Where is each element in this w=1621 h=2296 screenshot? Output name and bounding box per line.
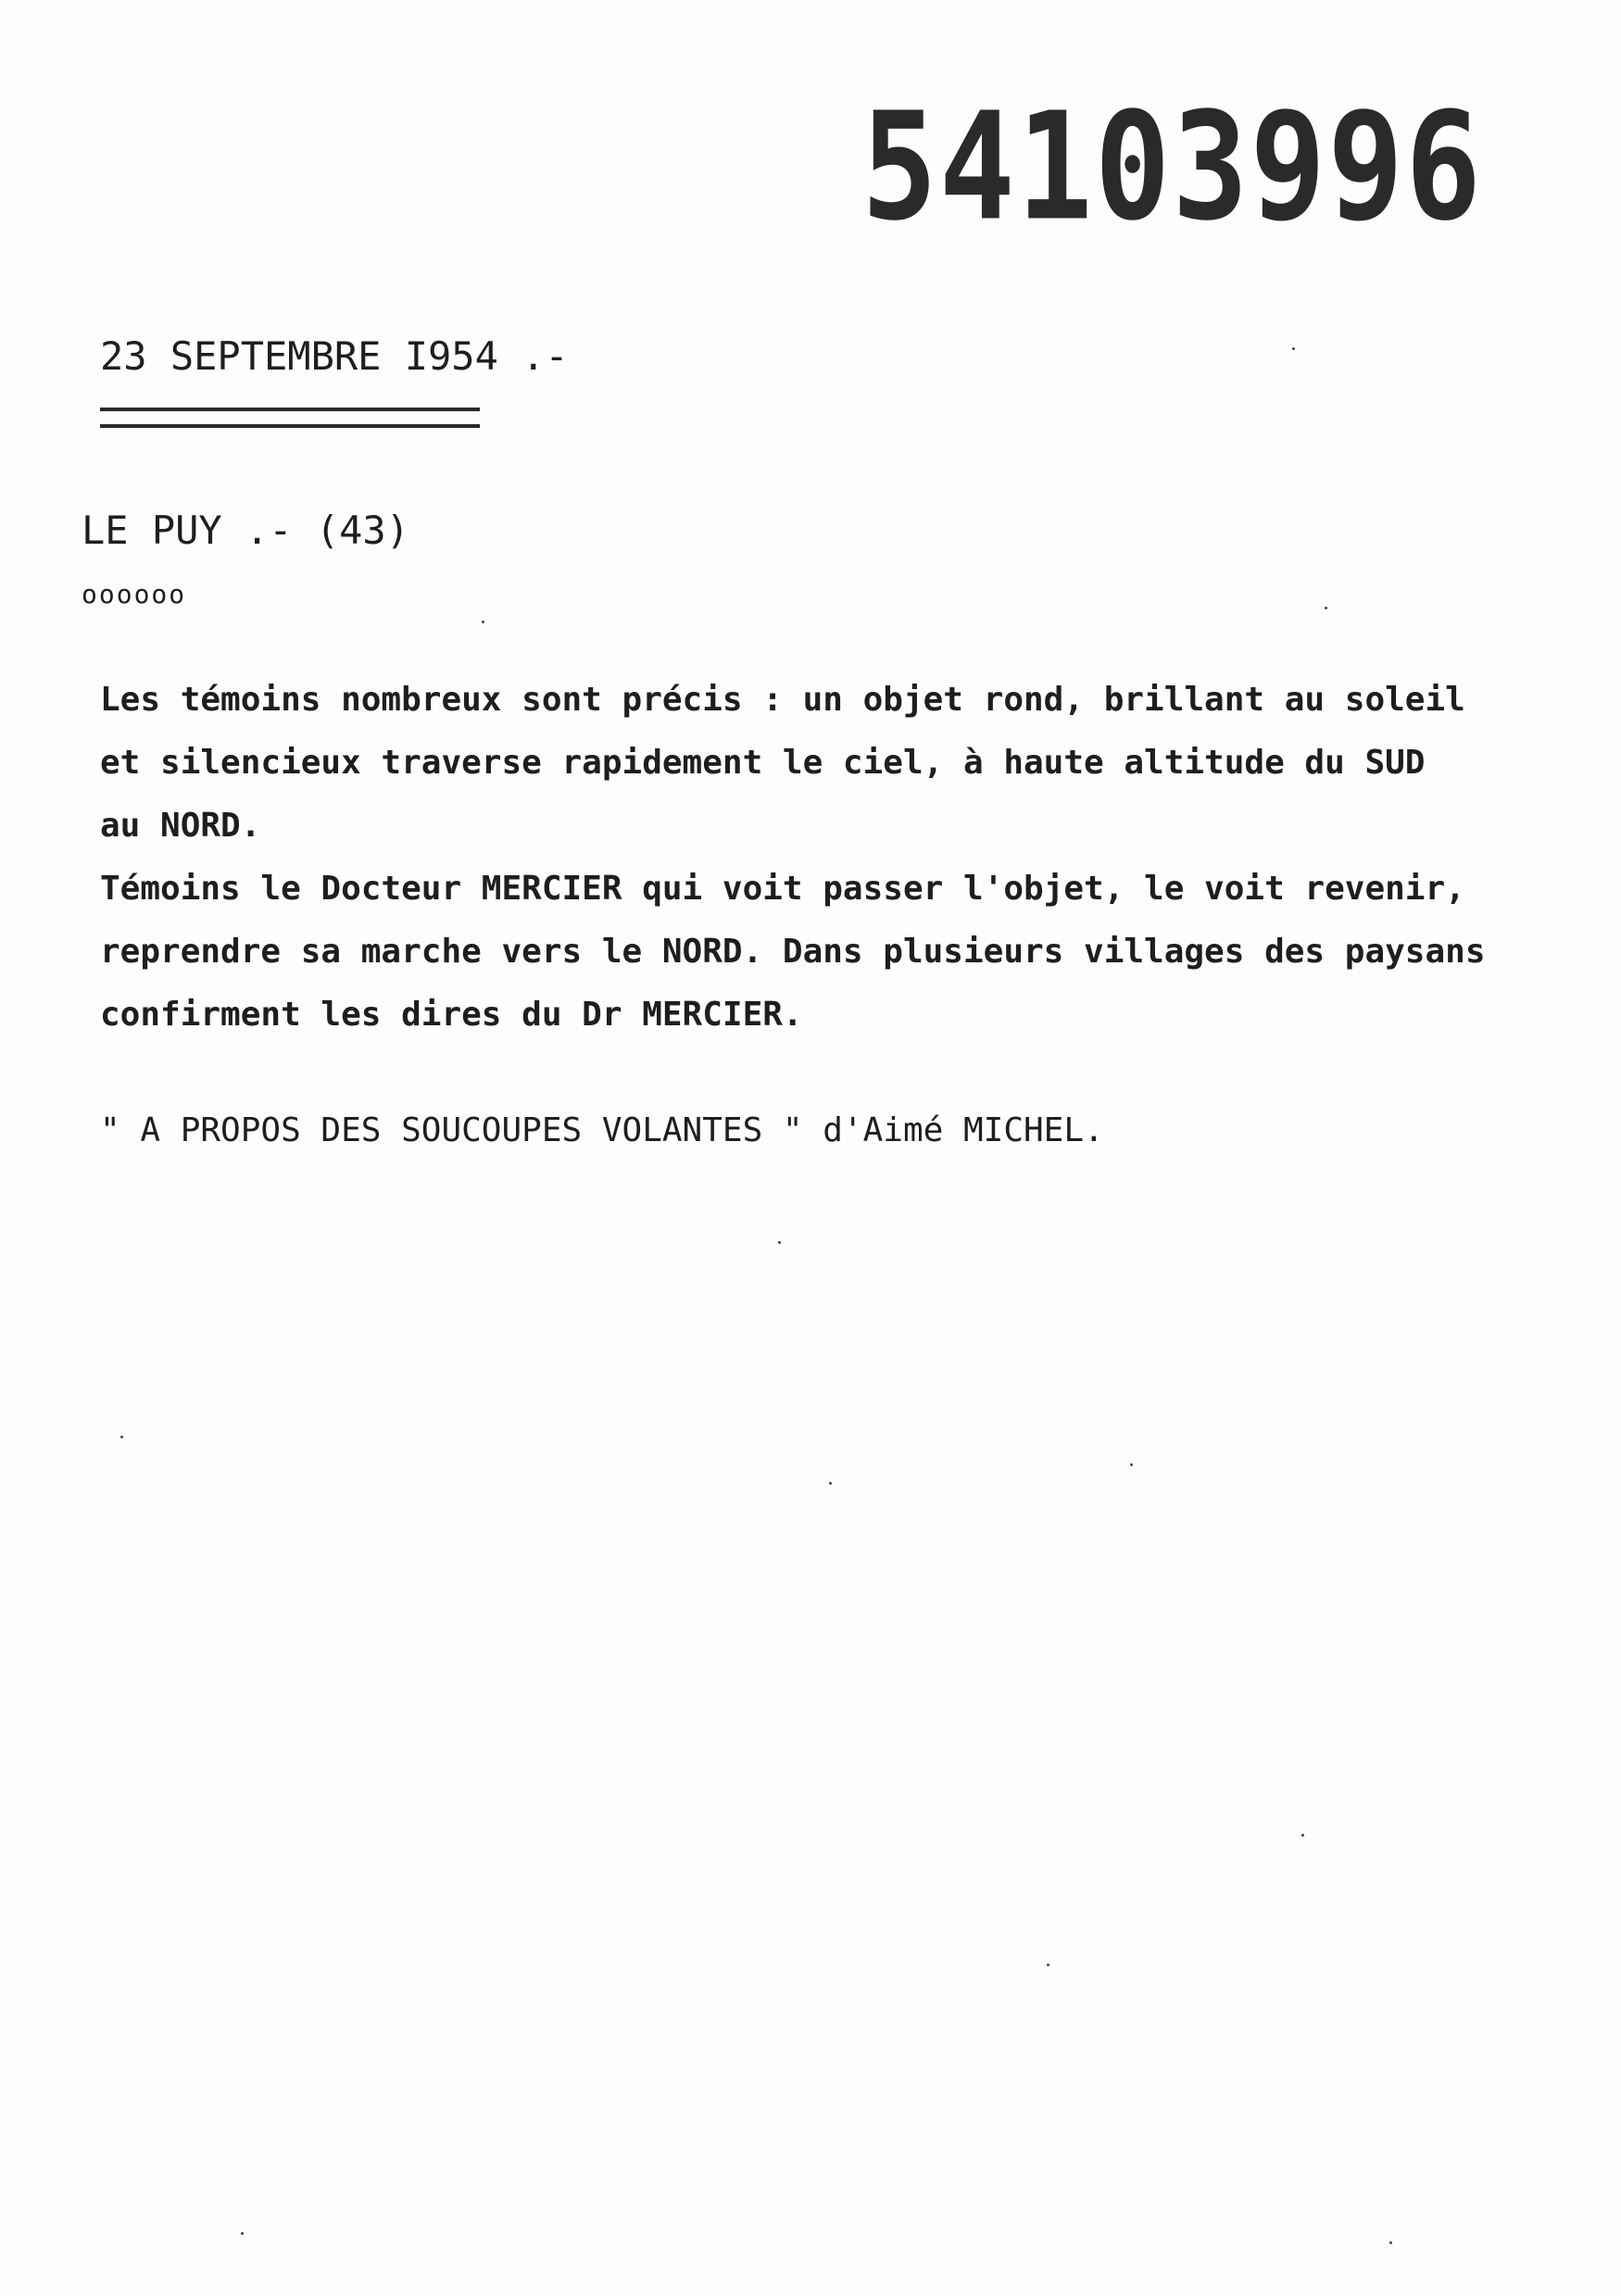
scan-speck: [829, 1482, 832, 1485]
location-underline: oooooo: [82, 579, 187, 609]
body-line: Témoins le Docteur MERCIER qui voit passer l'objet, le voit revenir,: [100, 870, 1465, 908]
scan-speck: [1389, 2241, 1392, 2244]
scan-speck: [120, 1436, 123, 1438]
reference-number: 54103996: [861, 82, 1484, 255]
report-location: LE PUY .- (43): [82, 508, 410, 553]
body-line: Les témoins nombreux sont précis : un objet rond, brillant au soleil: [100, 681, 1465, 719]
body-line: confirment les dires du Dr MERCIER.: [100, 996, 803, 1034]
scan-speck: [1301, 1834, 1304, 1837]
body-line: reprendre sa marche vers le NORD. Dans plusieurs villages des paysans: [100, 933, 1486, 971]
report-date: 23 SEPTEMBRE I954 .-: [100, 333, 569, 379]
scan-speck: [778, 1241, 781, 1244]
report-body: [100, 669, 1486, 1047]
scan-speck: [1047, 1964, 1049, 1966]
source-citation: " A PROPOS DES SOUCOUPES VOLANTES " d'Aimé MICHEL.: [100, 1111, 1104, 1149]
body-line: au NORD.: [100, 807, 261, 845]
scan-speck: [482, 621, 484, 623]
scan-speck: [241, 2232, 244, 2235]
scan-speck: [1292, 347, 1295, 350]
scan-speck: [1130, 1463, 1133, 1466]
body-line: et silencieux traverse rapidement le ciel, à haute altitude du SUD: [100, 744, 1426, 782]
date-double-underline: [100, 408, 480, 428]
scan-speck: [1325, 607, 1327, 609]
